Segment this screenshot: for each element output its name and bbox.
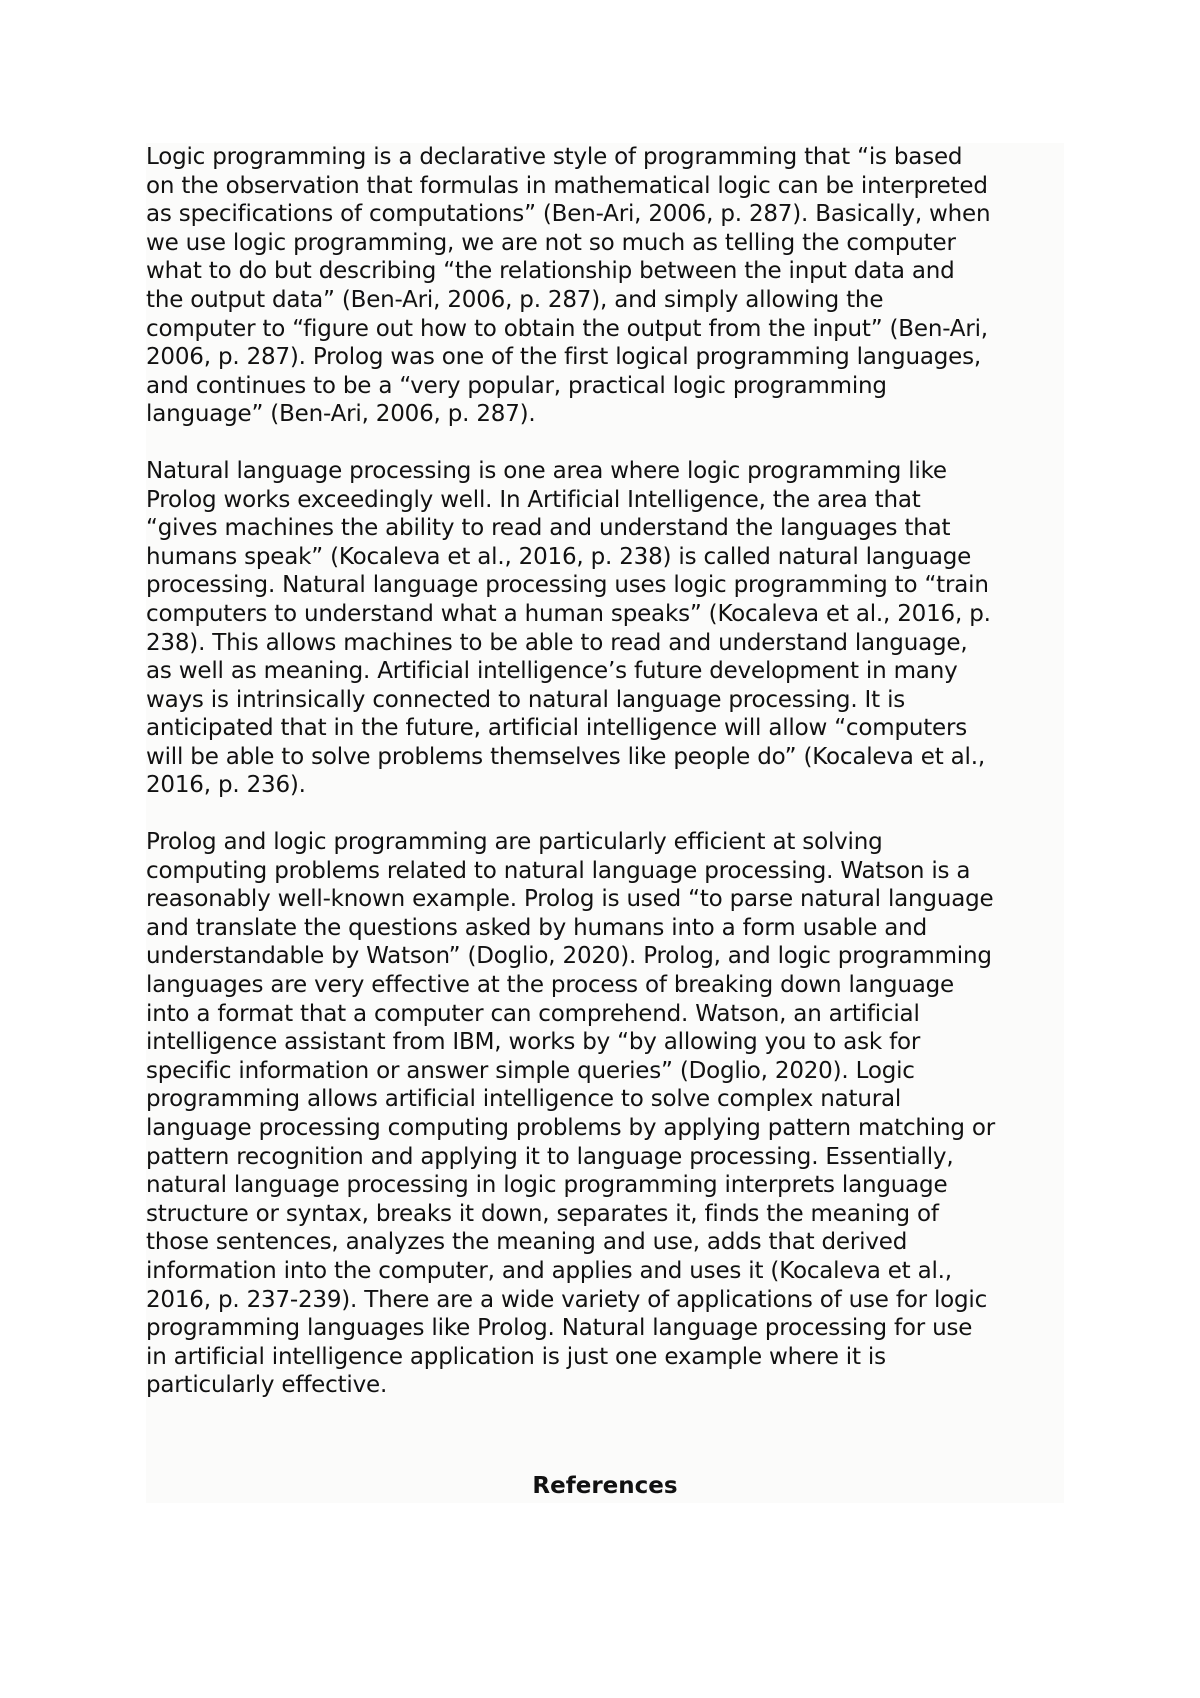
paragraph-line: 2016, p. 237-239). There are a wide variety of applications of use for logic [146, 1286, 988, 1313]
paragraph-line: into a format that a computer can comprehend. Watson, an artificial [146, 1000, 920, 1027]
paragraph-line: 2016, p. 236). [146, 772, 306, 799]
paragraph-line: and continues to be a “very popular, practical logic programming [146, 372, 887, 399]
paragraph-line: particularly effective. [146, 1372, 388, 1399]
paragraph-line: Logic programming is a declarative style of programming that “is based [146, 144, 963, 170]
paragraph-line: humans speak” (Kocaleva et al., 2016, p. 238) is called natural language [146, 543, 972, 570]
paragraph-line: computing problems related to natural language processing. Watson is a [146, 857, 971, 884]
paragraph-line: Prolog works exceedingly well. In Artificial Intelligence, the area that [146, 486, 921, 513]
body-paragraph [146, 457, 1064, 800]
paragraph-line: programming allows artificial intelligence to solve complex natural [146, 1086, 902, 1113]
paragraph-line: computers to understand what a human speaks” (Kocaleva et al., 2016, p. [146, 600, 991, 627]
document-body [146, 143, 1064, 1503]
paragraph-line: computer to “figure out how to obtain the output from the input” (Ben-Ari, [146, 315, 988, 342]
paragraph-line: language processing computing problems by applying pattern matching or [146, 1115, 995, 1141]
paragraph-line: language” (Ben-Ari, 2006, p. 287). [146, 401, 536, 428]
paragraph-line: and translate the questions asked by humans into a form usable and [146, 914, 927, 941]
paragraph-line: programming languages like Prolog. Natural language processing for use [146, 1315, 973, 1342]
paragraph-line: natural language processing in logic programming interprets language [146, 1172, 948, 1199]
paragraph-line: will be able to solve problems themselves like people do” (Kocaleva et al., [146, 743, 985, 770]
references-heading: References [532, 1473, 678, 1499]
paragraph-line: information into the computer, and applies and uses it (Kocaleva et al., [146, 1257, 952, 1284]
paragraph-line: Prolog and logic programming are particularly efficient at solving [146, 829, 883, 856]
paragraph-line: what to do but describing “the relationship between the input data and [146, 258, 955, 285]
paragraph-line: languages are very effective at the process of breaking down language [146, 972, 954, 999]
paragraph-line: intelligence assistant from IBM, works by “by allowing you to ask for [146, 1029, 921, 1056]
paragraph-line: as specifications of computations” (Ben-Ari, 2006, p. 287). Basically, when [146, 201, 991, 228]
paragraph-line: on the observation that formulas in mathematical logic can be interpreted [146, 172, 988, 199]
paragraph-line: ways is intrinsically connected to natural language processing. It is [146, 686, 906, 713]
paragraph-line: pattern recognition and applying it to language processing. Essentially, [146, 1143, 954, 1170]
paragraph-line: “gives machines the ability to read and understand the languages that [146, 515, 951, 542]
body-paragraph [146, 828, 1064, 1400]
paragraph-container [146, 143, 1064, 1400]
paragraph-line: we use logic programming, we are not so much as telling the computer [146, 229, 956, 256]
paragraph-line: 2006, p. 287). Prolog was one of the first logical programming languages, [146, 344, 981, 371]
paragraph-line: 238). This allows machines to be able to read and understand language, [146, 629, 968, 656]
paragraph-line: as well as meaning. Artificial intelligence’s future development in many [146, 658, 958, 685]
paragraph-line: anticipated that in the future, artificial intelligence will allow “computers [146, 715, 968, 742]
paragraph-line: in artificial intelligence application is just one example where it is [146, 1343, 886, 1370]
paragraph-line: those sentences, analyzes the meaning and use, adds that derived [146, 1229, 908, 1256]
paragraph-line: understandable by Watson” (Doglio, 2020). Prolog, and logic programming [146, 943, 992, 970]
paragraph-line: processing. Natural language processing uses logic programming to “train [146, 572, 989, 599]
paragraph-line: Natural language processing is one area where logic programming like [146, 457, 947, 484]
body-paragraph [146, 143, 1064, 429]
paragraph-line: the output data” (Ben-Ari, 2006, p. 287), and simply allowing the [146, 286, 884, 313]
paragraph-line: reasonably well-known example. Prolog is used “to parse natural language [146, 886, 994, 913]
paragraph-line: specific information or answer simple queries” (Doglio, 2020). Logic [146, 1057, 915, 1084]
paragraph-line: structure or syntax, breaks it down, separates it, finds the meaning of [146, 1200, 939, 1227]
